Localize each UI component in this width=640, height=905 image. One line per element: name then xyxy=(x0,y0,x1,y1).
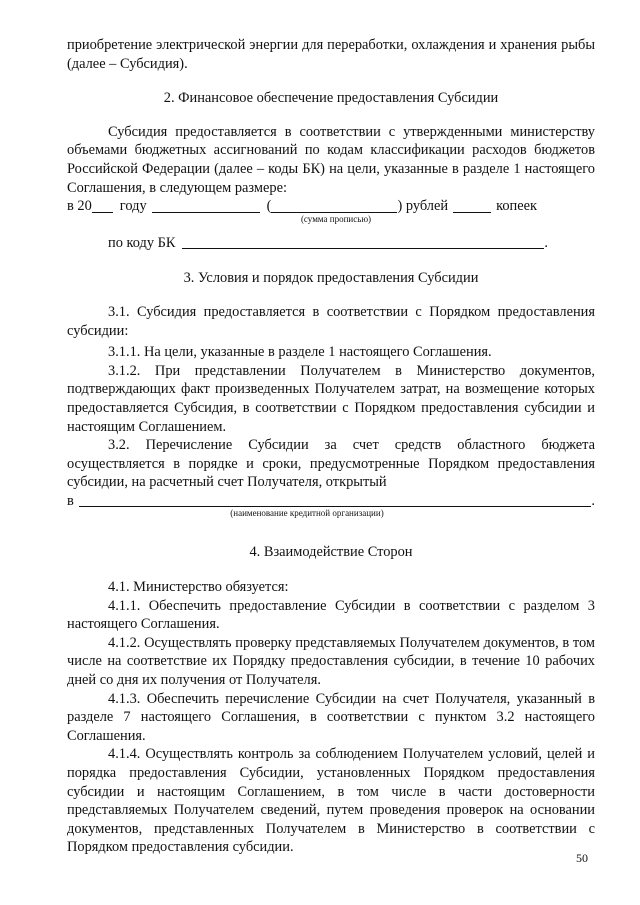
intro-paragraph: приобретение электрической энергии для переработки, охлаждения и хранения рыбы (далее – Субсидия). xyxy=(67,37,595,72)
page-number: 50 xyxy=(576,851,588,865)
paragraph-3-1: 3.1. Субсидия предоставляется в соответствии с Порядком предоставления субсидии: xyxy=(67,303,595,339)
document-page xyxy=(67,36,595,857)
kbk-end: . xyxy=(544,234,548,251)
paragraph-3-2: 3.2. Перечисление Субсидии за счет средств областного бюджета осуществляется в порядке и сроки, предусмотренные Порядком предоставления субсидии, на расчетный счет Получателя, открытый xyxy=(67,437,595,491)
kbk-label: по коду БК xyxy=(108,234,176,251)
year-blank[interactable] xyxy=(92,199,113,213)
amount-words-blank[interactable] xyxy=(271,199,397,213)
paragraph-4-1-4: 4.1.4. Осуществлять контроль за соблюдением Получателем условий, целей и порядка предоставления Субсидии, установленных Порядком предоставления субсидии и настоящим Соглашением, в том числе в части достоверности представляемых Получателем сведений, путем проведения проверок на основании документов, представленных Получателем в Министерство в соответствии с Порядком предоставления субсидии. xyxy=(67,746,595,856)
paragraph-4-1-2: 4.1.2. Осуществлять проверку представляемых Получателем документов, в том числе на соответствие их Порядку предоставления субсидии, в течение 10 рабочих дней со дня их получения от Получателя. xyxy=(67,634,595,689)
year-word: году xyxy=(119,198,147,215)
paragraph-3-1-1: 3.1.1. На цели, указанные в разделе 1 настоящего Соглашения. xyxy=(108,344,492,361)
paragraph-4-1: 4.1. Министерство обязуется: xyxy=(108,579,289,596)
bank-name-hint: (наименование кредитной организации) xyxy=(230,508,384,519)
rubles-label: ) рублей xyxy=(397,198,449,215)
kopecks-label: копеек xyxy=(496,198,538,215)
section-2-paragraph: Субсидия предоставляется в соответствии с утвержденными министерству объемами бюджетных ассигнований по кодам классификации расходов бюджетов Российской Федерации (далее – коды БК) на цели, указанные в разделе 1 настоящего Соглашения, в следующем размере: xyxy=(67,123,595,196)
amount-words-hint: (сумма прописью) xyxy=(300,213,372,224)
kopecks-blank[interactable] xyxy=(453,199,491,213)
bank-end: . xyxy=(591,492,595,509)
kbk-blank[interactable] xyxy=(182,235,545,249)
bank-prefix: в xyxy=(67,492,74,509)
paragraph-4-1-1: 4.1.1. Обеспечить предоставление Субсидии в соответствии с разделом 3 настоящего Соглашения. xyxy=(67,597,595,633)
kbk-line xyxy=(108,234,548,253)
bank-name-blank[interactable] xyxy=(79,493,592,507)
section-4-title: 4. Взаимодействие Сторон xyxy=(249,544,413,561)
amount-numeric-blank[interactable] xyxy=(152,199,260,213)
paragraph-4-1-3: 4.1.3. Обеспечить перечисление Субсидии на счет Получателя, указанный в разделе 7 настоящего Соглашения, в соответствии с пунктом 3.2 настоящего Соглашения. xyxy=(67,690,595,744)
section-2-title: 2. Финансовое обеспечение предоставления Субсидии xyxy=(163,90,499,107)
section-3-title: 3. Условия и порядок предоставления Субсидии xyxy=(183,270,479,287)
open-paren: ( xyxy=(266,198,272,215)
year-prefix: в 20 xyxy=(67,198,92,215)
paragraph-3-1-2: 3.1.2. При представлении Получателем в Министерство документов, подтверждающих факт произведенных Получателем затрат, на возмещение которых предоставляется Субсидия, в соответствии с Порядком предоставления субсидии и настоящим Соглашением. xyxy=(67,362,595,435)
